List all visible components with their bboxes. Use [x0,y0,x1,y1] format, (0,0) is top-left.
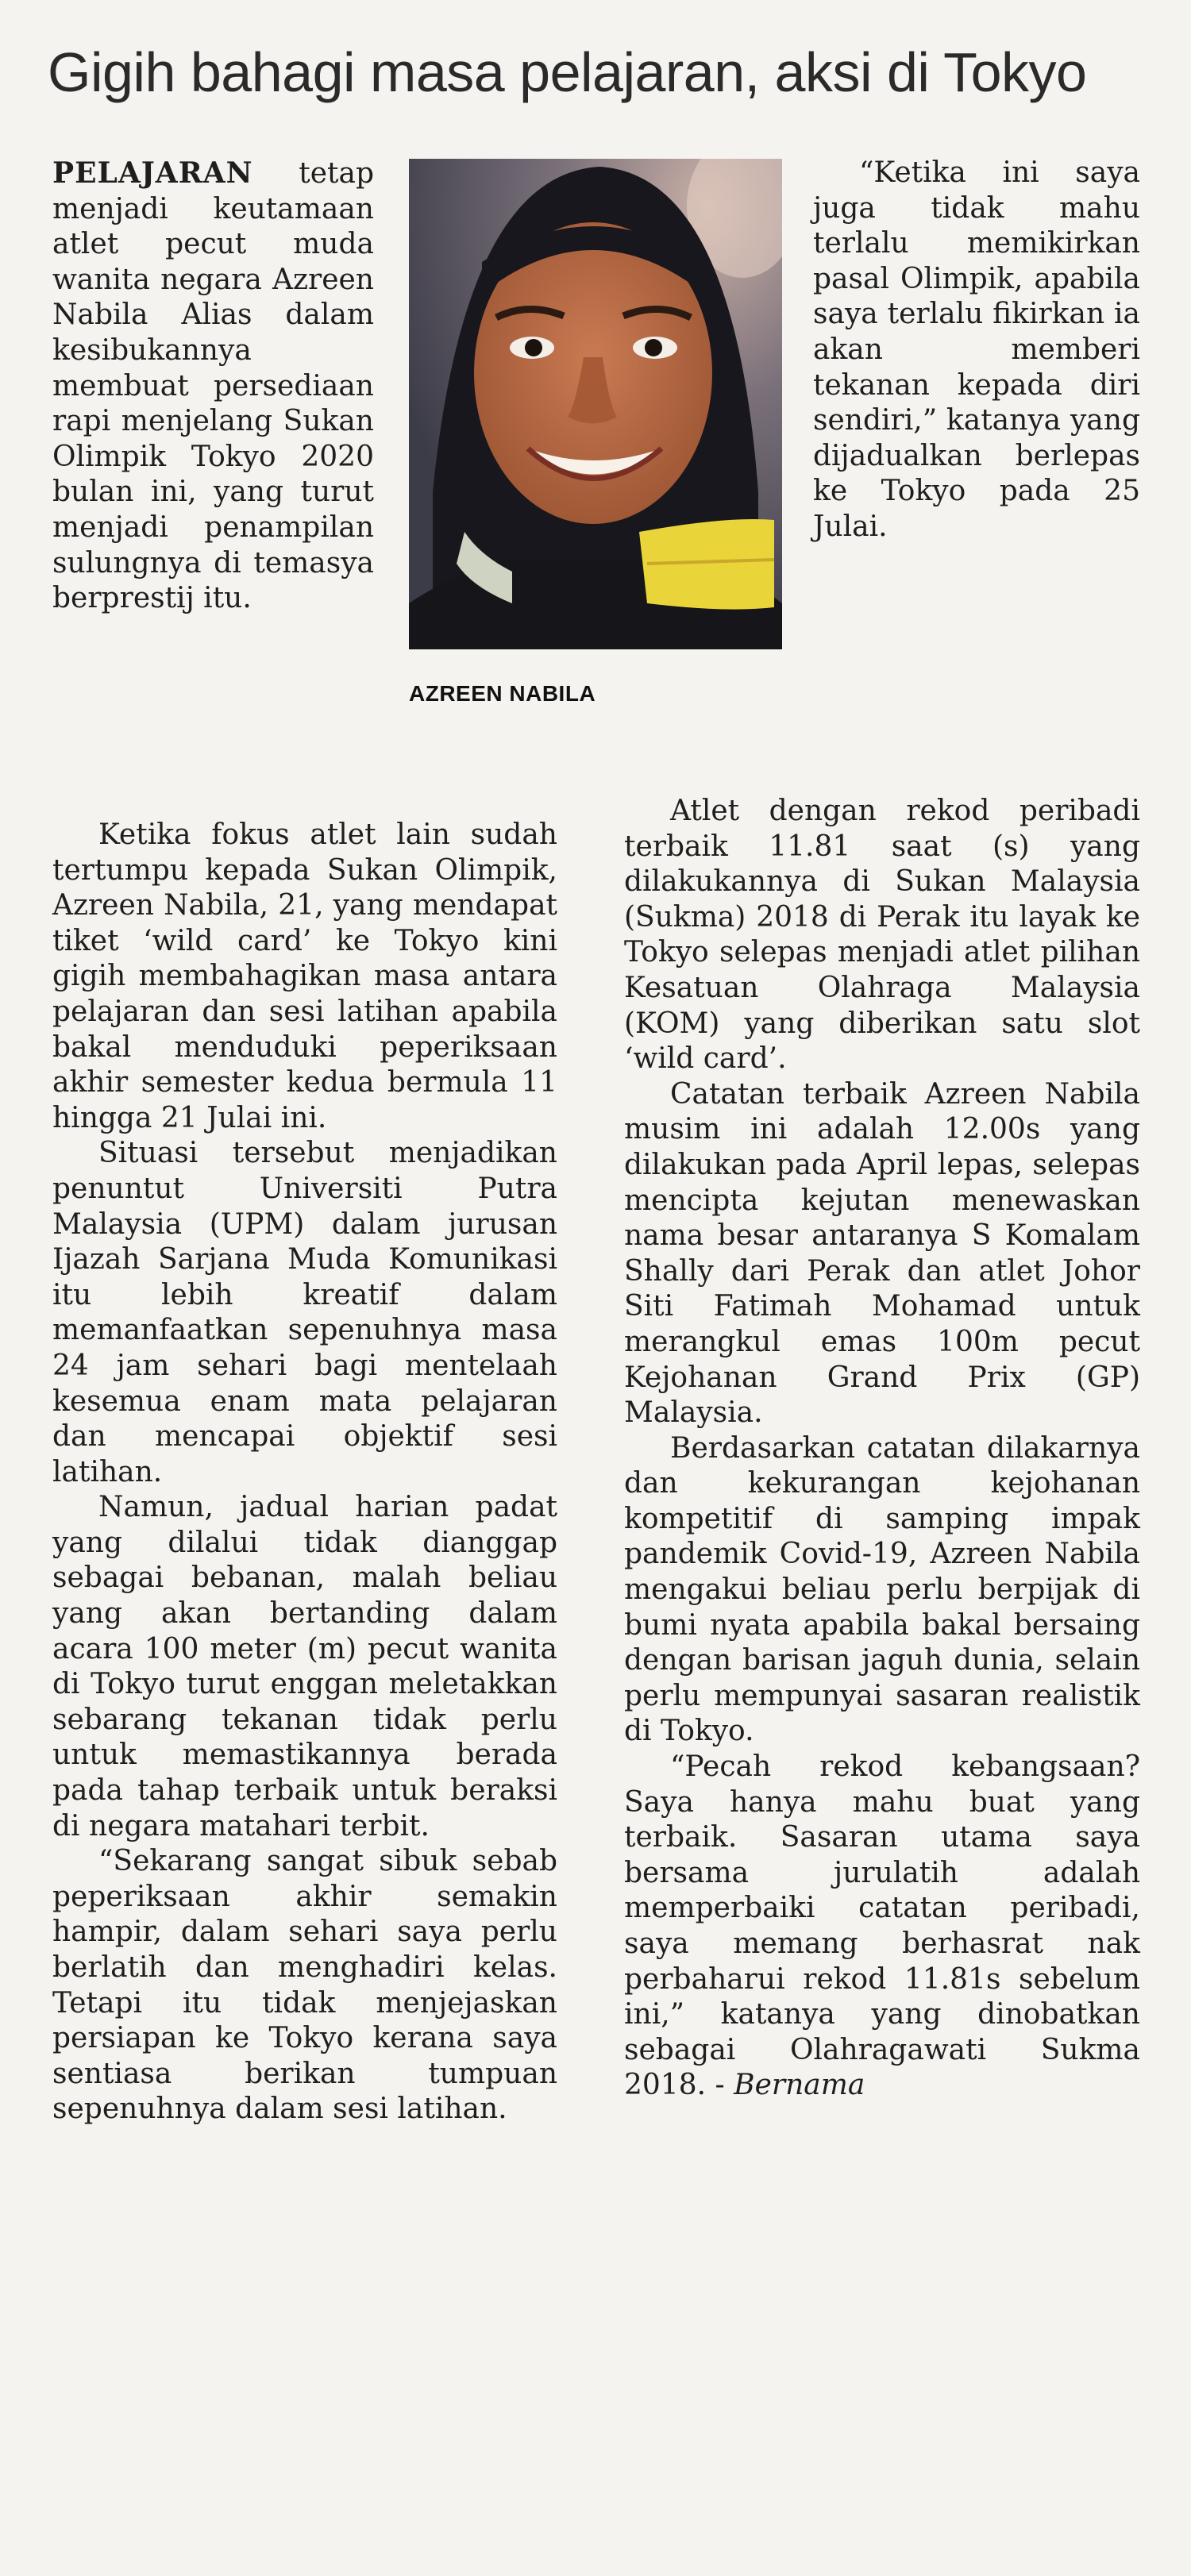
article-column-1-top [52,156,374,617]
byline: Bernama [734,2069,865,2102]
article-paragraph-3: Situasi tersebut menjadikan penuntut Universiti Putra Malaysia (UPM) dalam jurusan Ijazah Sarjana Muda Komunikasi itu lebih kreatif dalam memanfaatkan sepenuhnya masa 24 jam sehari bagi mentelaah kesemua enam mata pelajaran dan mencapai objektif sesi latihan. [52,1137,557,1488]
photo-caption: AZREEN NABILA [409,681,596,706]
article-paragraph-8: Catatan terbaik Azreen Nabila musim ini adalah 12.00s yang dilakukan pada April lepas, selepas mencipta kejutan menewaskan nama besar antaranya S Komalam Shally dari Perak dan atlet Johor Siti Fatimah Mohamad untuk merangkul emas 100m pecut Kejohanan Grand Prix (GP) Malaysia. [624,1077,1140,1430]
article-paragraph-6: “Ketika ini saya juga tidak mahu terlalu memikirkan pasal Olimpik, apabila saya terlalu fikirkan ia akan memberi tekanan kepada diri sendiri,” katanya yang dijadualkan berlepas ke Tokyo pada 25 Julai. [813,156,1140,543]
portrait-illustration [409,159,782,649]
article-paragraph-7: Atlet dengan rekod peribadi terbaik 11.81 saat (s) yang dilakukannya di Sukan Malaysia (Sukma) 2018 di Perak itu layak ke Tokyo selepas menjadi atlet pilihan Kesatuan Olahraga Malaysia (KOM) yang diberikan satu slot ‘wild card’. [624,795,1140,1076]
article-column-2-bottom [624,794,1140,2104]
paragraph-1-text: tetap menjadi keutamaan atlet pecut muda wanita negara Azreen Nabila Alias dalam kesibukannya membuat persediaan rapi menjelang Sukan Olimpik Tokyo 2020 bulan ini, yang turut menjadi penampilan sulungnya di temasya berprestij itu. [52,157,374,615]
article-paragraph-10 [624,1750,1140,2104]
headline: Gigih bahagi masa pelajaran, aksi di Tokyo [48,41,1087,103]
article-paragraph-5: “Sekarang sangat sibuk sebab peperiksaan akhir semakin hampir, dalam sehari saya perlu berlatih dan menghadiri kelas. Tetapi itu tidak menjejaskan persiapan ke Tokyo kerana saya sentiasa berikan tumpuan sepenuhnya dalam sesi latihan. [52,1845,557,2126]
article-column-1-bottom [52,818,557,2127]
article-paragraph-9: Berdasarkan catatan dilakarnya dan kekurangan kejohanan kompetitif di samping impak pandemik Covid-19, Azreen Nabila mengakui beliau perlu berpijak di bumi nyata apabila bakal bersaing dengan barisan jaguh dunia, selain perlu mempunyai sasaran realistik di Tokyo. [624,1431,1140,1748]
paragraph-10-text: “Pecah rekod kebangsaan? Saya hanya mahu buat yang terbaik. Sasaran utama saya bersama jurulatih adalah memperbaiki catatan peribadi, saya memang berhasrat nak perbaharui rekod 11.81s sebelum ini,” katanya yang dinobatkan sebagai Olahragawati Sukma 2018. - [624,1750,1140,2102]
article-paragraph-1 [52,156,374,617]
lead-word: PELAJARAN [52,156,253,190]
article-column-3-top [813,156,1140,545]
article-paragraph-4: Namun, jadual harian padat yang dilalui tidak dianggap sebagai bebanan, malah beliau yang akan bertanding dalam acara 100 meter (m) pecut wanita di Tokyo turut enggan meletakkan sebarang tekanan tidak perlu untuk memastikannya berada pada tahap terbaik untuk beraksi di negara matahari terbit. [52,1491,557,1842]
article-paragraph-2: Ketika fokus atlet lain sudah tertumpu kepada Sukan Olimpik, Azreen Nabila, 21, yang mendapat tiket ‘wild card’ ke Tokyo kini gigih membahagikan masa antara pelajaran dan sesi latihan apabila bakal menduduki peperiksaan akhir semester kedua bermula 11 hingga 21 Julai ini. [52,818,557,1134]
athlete-photo [409,159,782,649]
